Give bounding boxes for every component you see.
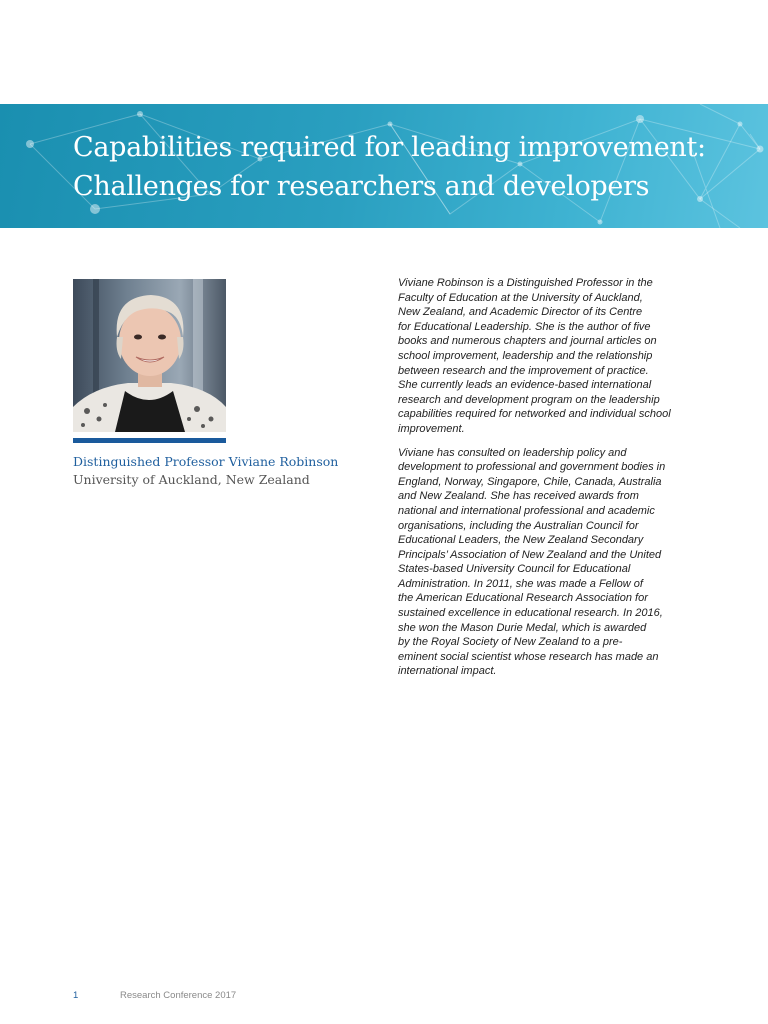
page-title <box>73 128 733 206</box>
bio-line: for Educational Leadership. She is the author of five <box>398 320 651 333</box>
bio-paragraph <box>398 446 698 680</box>
bio-line: development to professional and government bodies in <box>398 461 666 474</box>
bio-line: Principals’ Association of New Zealand and the United <box>398 548 662 561</box>
bio-paragraph <box>398 276 698 437</box>
bio-line: the American Educational Research Association for <box>398 592 648 605</box>
title-line: Challenges for researchers and developers <box>73 171 650 202</box>
bio-line: She currently leads an evidence-based international <box>398 379 652 392</box>
footer-conference-label: Research Conference 2017 <box>120 990 237 1001</box>
speaker-photo <box>73 279 226 432</box>
bio-line: capabilities required for networked and individual school <box>398 408 671 421</box>
bio-line: eminent social scientist whose research has made an <box>398 650 659 663</box>
photo-accent-bar <box>73 438 226 443</box>
bio-line: Viviane Robinson is a Distinguished Professor in the <box>398 277 653 289</box>
bio-line: improvement. <box>398 422 465 435</box>
speaker-bio <box>398 276 698 688</box>
bio-line: research and development program on the leadership <box>398 393 660 406</box>
bio-line: Administration. In 2011, she was made a Fellow of <box>398 577 643 590</box>
bio-line: by the Royal Society of New Zealand to a pre- <box>398 636 623 649</box>
bio-line: England, Norway, Singapore, Chile, Canada, Australia <box>398 475 662 488</box>
bio-line: sustained excellence in educational research. In 2016, <box>398 607 663 620</box>
title-line: Capabilities required for leading improvement: <box>73 132 706 163</box>
bio-line: organisations, including the Australian Council for <box>398 519 639 532</box>
bio-line: Viviane has consulted on leadership policy and <box>398 446 627 459</box>
speaker-name: Distinguished Professor Viviane Robinson <box>73 454 339 469</box>
bio-line: between research and the improvement of practice. <box>398 364 649 377</box>
bio-line: New Zealand, and Academic Director of its Centre <box>398 306 643 319</box>
page-number: 1 <box>73 990 79 1001</box>
speaker-affiliation: University of Auckland, New Zealand <box>73 472 310 487</box>
bio-line: books and numerous chapters and journal articles on <box>398 335 657 348</box>
bio-line: school improvement, leadership and the relationship <box>398 349 653 362</box>
bio-line: and New Zealand. She has received awards from <box>398 490 639 503</box>
bio-line: States-based University Council for Educational <box>398 563 631 576</box>
bio-line: Educational Leaders, the New Zealand Secondary <box>398 534 644 547</box>
bio-line: national and international professional and academic <box>398 504 655 517</box>
bio-line: Faculty of Education at the University of Auckland, <box>398 291 643 304</box>
bio-line: international impact. <box>398 665 497 678</box>
bio-line: she won the Mason Durie Medal, which is awarded <box>398 621 647 634</box>
